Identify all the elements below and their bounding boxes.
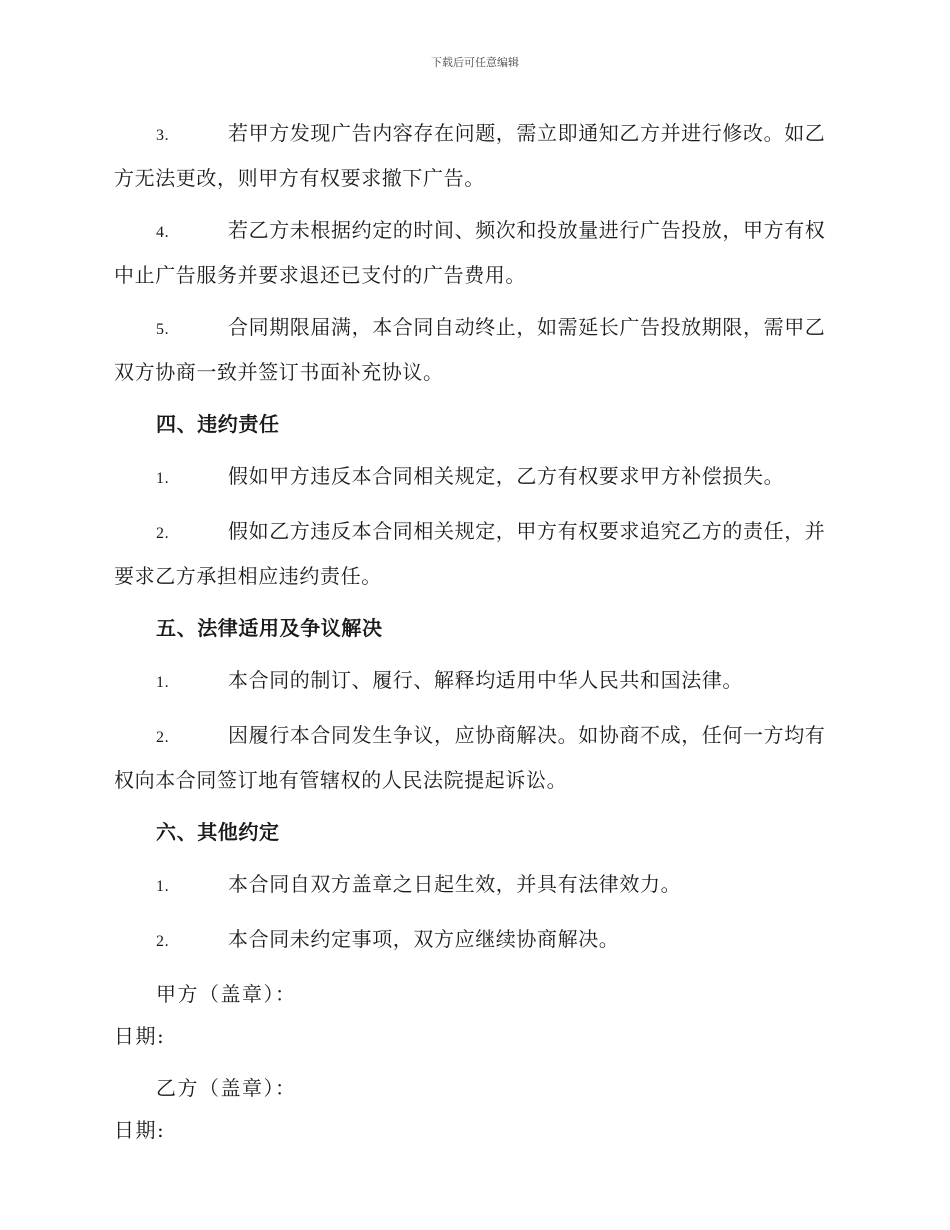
party-a-date-label: 日期: xyxy=(114,1024,166,1048)
clause-text: 本合同的制订、履行、解释均适用中华人民共和国法律。 xyxy=(228,668,743,692)
clause-number: 2. xyxy=(156,729,170,746)
clause-item xyxy=(114,306,834,393)
section-heading-breach: 四、违约责任 xyxy=(156,412,280,436)
clause-text: 假如甲方违反本合同相关规定，乙方有权要求甲方补偿损失。 xyxy=(228,464,785,488)
clause-number: 5. xyxy=(156,321,170,338)
clause-item xyxy=(114,918,834,963)
clause-number: 1. xyxy=(156,674,170,691)
clause-item xyxy=(114,863,834,908)
party-b-date-label: 日期: xyxy=(114,1118,166,1142)
clause-text: 假如乙方违反本合同相关规定，甲方有权要求追究乙方的责任，并要求乙方承担相应违约责任。 xyxy=(114,519,826,588)
clause-number: 1. xyxy=(156,878,170,895)
section-heading-other: 六、其他约定 xyxy=(156,820,280,844)
clause-number: 3. xyxy=(156,127,170,144)
party-b-seal-label: 乙方（盖章）： xyxy=(156,1076,297,1100)
clause-number: 2. xyxy=(156,525,170,542)
clause-text: 本合同未约定事项，双方应继续协商解决。 xyxy=(228,927,620,951)
clause-item xyxy=(114,209,834,296)
clause-item xyxy=(114,510,834,597)
contract-body xyxy=(114,112,834,1161)
clause-item xyxy=(114,112,834,199)
clause-item xyxy=(114,714,834,801)
clause-item xyxy=(114,455,834,500)
section-heading-law: 五、法律适用及争议解决 xyxy=(156,616,383,640)
clause-item xyxy=(114,659,834,704)
party-a-seal-label: 甲方（盖章）： xyxy=(156,982,297,1006)
clause-number: 4. xyxy=(156,224,170,241)
clause-number: 1. xyxy=(156,470,170,487)
clause-text: 本合同自双方盖章之日起生效，并具有法律效力。 xyxy=(228,872,682,896)
clause-text: 若乙方未根据约定的时间、频次和投放量进行广告投放，甲方有权中止广告服务并要求退还已支付的广告费用。 xyxy=(114,218,826,287)
page-header-note: 下载后可任意编辑 xyxy=(431,56,519,69)
clause-text: 合同期限届满，本合同自动终止，如需延长广告投放期限，需甲乙双方协商一致并签订书面补充协议。 xyxy=(114,315,826,384)
clause-text: 若甲方发现广告内容存在问题，需立即通知乙方并进行修改。如乙方无法更改，则甲方有权要求撤下广告。 xyxy=(114,121,826,190)
clause-text: 因履行本合同发生争议，应协商解决。如协商不成，任何一方均有权向本合同签订地有管辖权的人民法院提起诉讼。 xyxy=(114,723,826,792)
clause-number: 2. xyxy=(156,933,170,950)
